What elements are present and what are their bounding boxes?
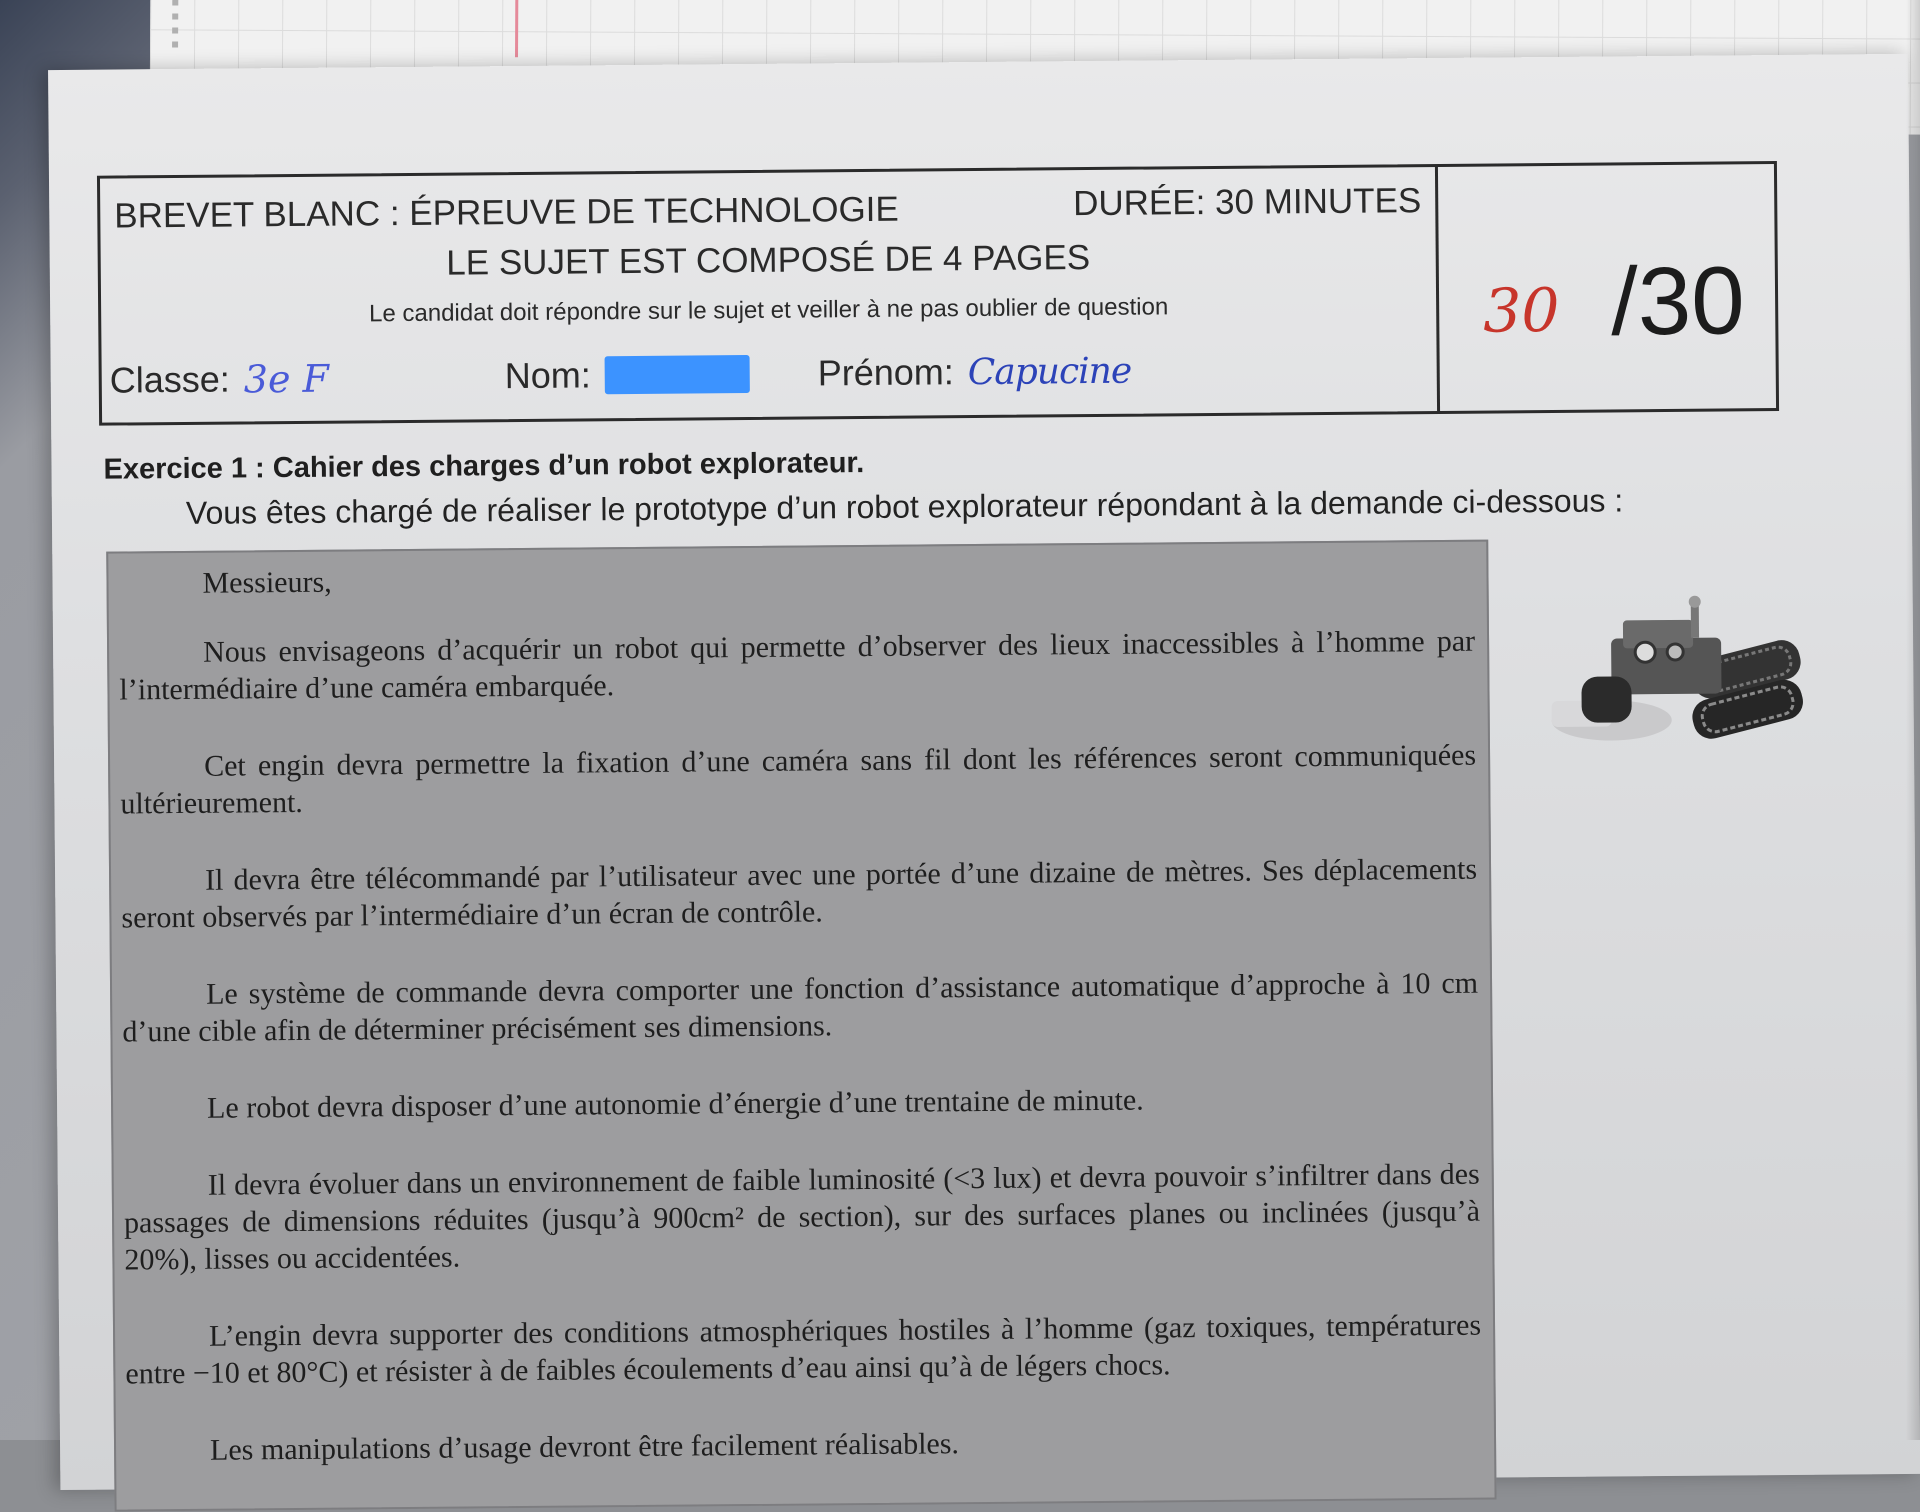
candidate-instruction: Le candidat doit répondre sur le sujet et veiller à ne pas oublier de question (368, 293, 1169, 328)
score-total: /30 (1610, 247, 1746, 356)
letter-paragraph: Le système de commande devra comporter une fonction d’assistance automatique d’approche à 10 cm d’une cible afin de déterminer précisément ses dimensions. (122, 966, 1479, 1049)
exercise-intro: Vous êtes chargé de réaliser le prototype d’un robot explorateur répondant à la demande ci-dessous : (185, 482, 1624, 531)
robot-camera (1689, 596, 1701, 608)
exam-title: BREVET BLANC : ÉPREUVE DE TECHNOLOGIE (114, 189, 899, 236)
class-value: 3e F (243, 356, 330, 402)
class-field (110, 357, 330, 403)
notebook-margin-line (515, 0, 518, 57)
name-label: Nom: (504, 354, 591, 397)
exam-sheet (48, 54, 1920, 1490)
letter-paragraph: Nous envisageons d’acquérir un robot qui permette d’observer des lieux inaccessibles à l’homme par l’intermédiaire d’une caméra embarquée. (119, 624, 1476, 707)
letter-paragraph: Il devra évoluer dans un environnement de faible luminosité (<3 lux) et devra pouvoir s’infiltrer dans des passages de dimensions réduites (jusqu’à 900cm² de section), sur des surfaces planes ou inclinées (jusqu’à 20%), lisses ou accidentées. (123, 1157, 1481, 1277)
header-info (100, 167, 1440, 423)
robot-icon (1541, 589, 1813, 781)
exam-content (96, 105, 1816, 1467)
score-box (1438, 164, 1776, 411)
exam-duration: DURÉE: 30 MINUTES (1072, 181, 1422, 224)
letter-paragraph: Cet engin devra permettre la fixation d’une caméra sans fil dont les références seront communiquées ultérieurement. (120, 738, 1477, 821)
robot-body (1623, 620, 1693, 649)
robot-sensor (1667, 644, 1683, 660)
candidate-fields (110, 347, 1427, 408)
firstname-label: Prénom: (817, 351, 954, 394)
notebook-spiral (172, 0, 178, 55)
letter-paragraph: Les manipulations d’usage devront être facilement réalisables. (209, 1427, 960, 1467)
class-label: Classe: (109, 358, 230, 401)
letter-paragraph: L’engin devra supporter des conditions atmosphériques hostiles à l’homme (gaz toxiques, températures entre −10 et 80°C) et résister à de faibles écoulements d’eau ainsi qu’à de légers chocs. (125, 1308, 1482, 1391)
score-given: 30 (1482, 275, 1560, 347)
robot-wheel (1581, 676, 1631, 722)
request-letter (106, 540, 1496, 1512)
robot-sensor (1635, 642, 1655, 662)
letter-greeting: Messieurs, (202, 565, 332, 600)
letter-paragraph: Il devra être télécommandé par l’utilisateur avec une portée d’une dizaine de mètres. Ses déplacements seront observés par l’intermédiaire d’un écran de contrôle. (121, 852, 1478, 935)
name-field (505, 353, 750, 397)
firstname-field (818, 350, 1132, 395)
letter-paragraph: Le robot devra disposer d’une autonomie d’énergie d’une trentaine de minute. (206, 1083, 1144, 1125)
pages-note: LE SUJET EST COMPOSÉ DE 4 PAGES (446, 238, 1091, 283)
name-redaction (605, 355, 750, 394)
firstname-value: Capucine (967, 350, 1132, 393)
exercise-title: Exercice 1 : Cahier des charges d’un robot explorateur. (103, 447, 865, 486)
header-box (97, 161, 1779, 426)
page-edge-shadow (1906, 0, 1920, 1440)
